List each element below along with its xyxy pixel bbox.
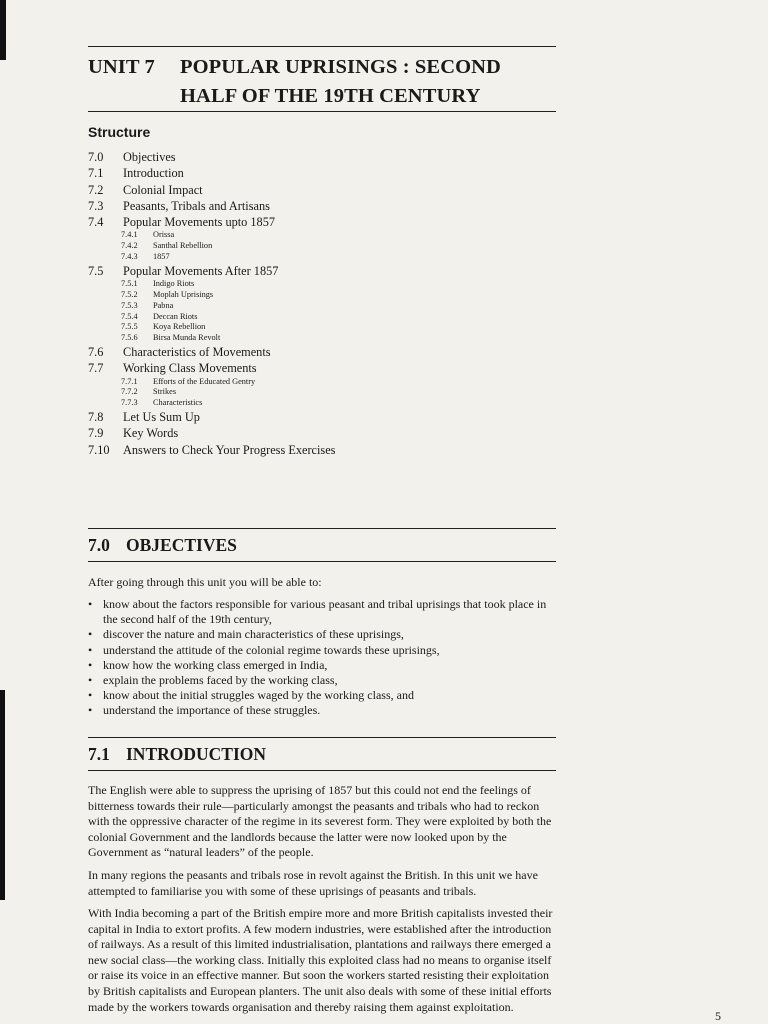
toc-item-label: 1857 [153, 252, 170, 262]
toc-item-label: Characteristics [153, 398, 203, 408]
introduction-rule-top [88, 737, 556, 738]
toc-subitem [88, 387, 548, 398]
toc-item [88, 409, 548, 425]
toc-item-label: Deccan Riots [153, 311, 198, 321]
toc-item-number: 7.4.2 [121, 241, 138, 251]
toc-subitem [88, 301, 548, 312]
objective-bullet-text: know about the factors responsible for various peasant and tribal uprisings that took place in the second half of the 19th century, [103, 597, 547, 627]
objective-bullet-item [88, 627, 558, 642]
objective-bullet-item [88, 673, 558, 688]
bullet-icon: • [88, 657, 93, 672]
objective-bullet-text: know about the initial struggles waged by the working class, and [103, 688, 414, 703]
toc-item [88, 344, 548, 360]
toc-item-number: 7.6 [88, 344, 104, 359]
bullet-icon: • [88, 642, 93, 657]
objective-bullet-item [88, 643, 558, 658]
binding-edge-mark [0, 0, 6, 60]
toc-item-number: 7.1 [88, 166, 104, 181]
toc-item-number: 7.9 [88, 426, 104, 441]
toc-item-number: 7.4 [88, 215, 104, 230]
toc-item [88, 165, 548, 181]
objectives-heading [88, 535, 237, 556]
toc-subitem [88, 377, 548, 388]
toc-item-number: 7.7 [88, 361, 104, 376]
toc-item-label: Santhal Rebellion [153, 241, 213, 251]
objective-bullet-item [88, 597, 558, 627]
toc-item [88, 442, 548, 458]
toc-item-label: Popular Movements After 1857 [123, 263, 279, 278]
objective-bullet-text: understand the attitude of the colonial regime towards these uprisings, [103, 642, 440, 657]
toc-item [88, 214, 548, 230]
toc-item-label: Strikes [153, 387, 177, 397]
toc-item-number: 7.7.1 [121, 376, 138, 386]
toc-item-number: 7.0 [88, 150, 104, 164]
toc-item-number: 7.4.1 [121, 230, 138, 240]
toc-item-label: Key Words [123, 426, 179, 441]
objective-bullet-text: know how the working class emerged in India, [103, 657, 328, 672]
introduction-paragraph-3: With India becoming a part of the British empire more and more British capitalists invested their capital in India to extort profits. A few modern industries, were established after the introduction of railways. As a result of this limited industrialisation, plantations and railways there emerged a new social class—the working class. Initially this exploited class had no means to organise itself or raise its voice in an effective manner. But soon the workers started resisting their exploitation by British capitalists and European planters. The unit also deals with some of these initial efforts made by the workers towards organisation and thereby raising them against exploitation. [88, 906, 553, 1014]
introduction-paragraph-1: The English were able to suppress the uprising of 1857 but this could not end the feelings of bitterness towards their rule—particularly amongst the peasants and tribals who had to reckon with the oppressive character of the regime in its severest form. They were exploited by both the colonial Government and the landlords because the latter were now looked upon by the Government as “natural leaders” of the people. [88, 783, 552, 860]
objectives-number: 7.0 [88, 535, 110, 555]
toc-item-label: Pabna [153, 300, 174, 310]
toc-item [88, 425, 548, 441]
toc-item-number: 7.5 [88, 263, 104, 278]
toc-item-label: Working Class Movements [123, 361, 257, 376]
objectives-title: OBJECTIVES [126, 535, 237, 555]
objectives-rule-top [88, 528, 556, 529]
toc-subitem [88, 241, 548, 252]
unit-title-line1: POPULAR UPRISINGS : SECOND [180, 56, 501, 78]
toc-item-label: Answers to Check Your Progress Exercises [123, 442, 336, 457]
bullet-icon: • [88, 703, 93, 718]
table-of-contents [88, 149, 548, 458]
toc-item [88, 263, 548, 279]
toc-item-number: 7.8 [88, 409, 104, 424]
toc-item [88, 360, 548, 376]
toc-item-label: Koya Rebellion [153, 322, 206, 332]
bullet-icon: • [88, 688, 93, 703]
toc-item-label: Popular Movements upto 1857 [123, 215, 275, 230]
title-rule-bottom [88, 111, 556, 112]
objectives-intro: After going through this unit you will be able to: [88, 575, 322, 589]
objectives-list [88, 597, 558, 719]
page-number: 5 [715, 1009, 721, 1023]
objective-bullet-text: discover the nature and main characteristics of these uprisings, [103, 627, 404, 642]
introduction-heading [88, 744, 266, 765]
unit-number: UNIT 7 [88, 56, 155, 78]
toc-item-number: 7.5.6 [121, 333, 138, 343]
objective-bullet-text: understand the importance of these struggles. [103, 703, 321, 718]
introduction-number: 7.1 [88, 744, 110, 764]
toc-item-number: 7.5.4 [121, 311, 138, 321]
toc-item-label: Orissa [153, 230, 175, 240]
toc-subitem [88, 333, 548, 344]
structure-heading: Structure [88, 124, 151, 140]
objective-bullet-text: explain the problems faced by the working class, [103, 673, 338, 688]
binding-edge-mark [0, 690, 5, 900]
toc-item-number: 7.7.2 [121, 387, 138, 397]
introduction-title: INTRODUCTION [126, 744, 267, 764]
unit-title-line2: HALF OF THE 19TH CENTURY [180, 85, 481, 107]
toc-item-number: 7.5.1 [121, 279, 138, 289]
toc-subitem [88, 322, 548, 333]
toc-subitem [88, 312, 548, 323]
toc-item-label: Objectives [123, 150, 176, 164]
bullet-icon: • [88, 597, 93, 611]
toc-item-label: Characteristics of Movements [123, 344, 271, 359]
toc-item-label: Efforts of the Educated Gentry [153, 376, 256, 386]
toc-item-label: Introduction [123, 166, 184, 181]
objective-bullet-item [88, 658, 558, 673]
toc-item-label: Peasants, Tribals and Artisans [123, 198, 270, 213]
toc-subitem [88, 252, 548, 263]
toc-item-number: 7.10 [88, 442, 110, 457]
toc-item [88, 182, 548, 198]
toc-item-label: Colonial Impact [123, 182, 203, 197]
introduction-rule-bottom [88, 770, 556, 771]
toc-item-label: Let Us Sum Up [123, 409, 200, 424]
toc-item-label: Moplah Uprisings [153, 289, 214, 299]
toc-subitem [88, 290, 548, 301]
toc-item-number: 7.2 [88, 182, 104, 197]
toc-item [88, 149, 548, 165]
bullet-icon: • [88, 673, 93, 688]
toc-item-number: 7.7.3 [121, 398, 138, 408]
objective-bullet-item [88, 703, 558, 718]
toc-item-label: Birsa Munda Revolt [153, 333, 221, 343]
toc-subitem [88, 279, 548, 290]
title-rule-top [88, 46, 556, 47]
objectives-rule-bottom [88, 561, 556, 562]
toc-item-label: Indigo Riots [153, 279, 195, 289]
toc-item-number: 7.5.2 [121, 289, 138, 299]
toc-item-number: 7.4.3 [121, 252, 138, 262]
bullet-icon: • [88, 627, 93, 642]
introduction-paragraph-2: In many regions the peasants and tribals rose in revolt against the British. In this unit we have attempted to familiarise you with some of these uprisings of peasants and tribals. [88, 868, 538, 898]
toc-item-number: 7.5.3 [121, 300, 138, 310]
toc-item [88, 198, 548, 214]
toc-subitem [88, 398, 548, 409]
toc-subitem [88, 230, 548, 241]
toc-item-number: 7.3 [88, 198, 104, 213]
unit-title [88, 53, 558, 111]
objective-bullet-item [88, 688, 558, 703]
toc-item-number: 7.5.5 [121, 322, 138, 332]
